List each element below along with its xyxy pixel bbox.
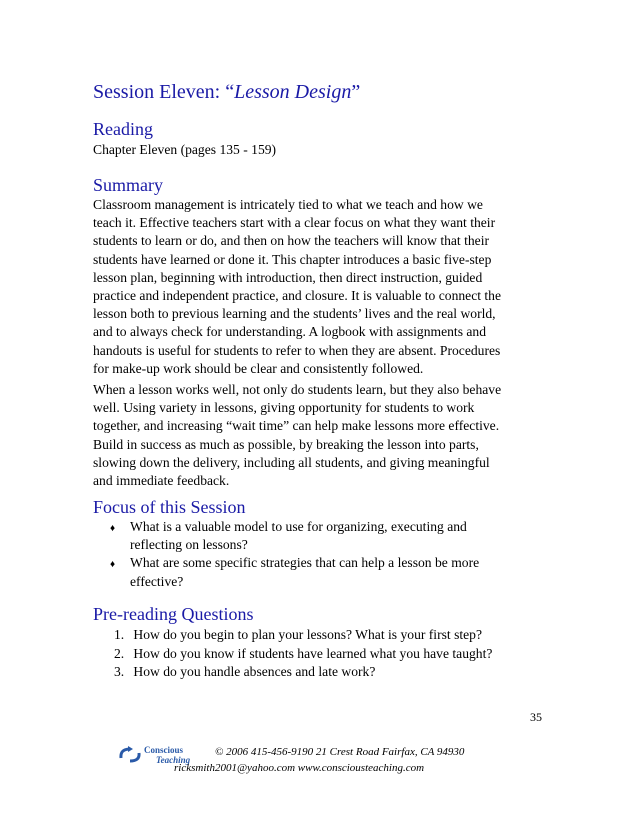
text-line: effective? xyxy=(130,573,184,589)
list-item xyxy=(114,663,492,682)
item-number: 2. xyxy=(114,645,125,661)
text-line: and to always check for understanding. A logbook with assignments and xyxy=(93,324,487,340)
text-line: Build in success as much as possible, by breaking the lesson into parts, xyxy=(93,436,479,452)
text-line: students have learned or done it. This chapter introduces a basic five-step xyxy=(93,251,492,267)
logo-top-text: Conscious xyxy=(144,745,184,755)
text-line: students to learn or do, and then on how the teachers will know that their xyxy=(93,233,490,249)
item-text: How do you begin to plan your lessons? What is your first step? xyxy=(133,627,483,642)
text-line: for make-up work should be clear and consistently followed. xyxy=(93,360,424,376)
item-number: 3. xyxy=(114,664,125,680)
text-line: Classroom management is intricately tied to what we teach and how we xyxy=(93,197,483,212)
text-line: What are some specific strategies that can help a lesson be more xyxy=(130,555,480,571)
text-line: reflecting on lessons? xyxy=(130,537,248,553)
summary-paragraph-1 xyxy=(93,196,553,378)
footer-web: ricksmith2001@yahoo.com www.consciousteaching.com xyxy=(174,762,425,774)
focus-list xyxy=(108,518,538,591)
prereading-list xyxy=(114,626,492,682)
list-item xyxy=(114,626,492,645)
text-line: lesson plan, beginning with introduction, then direct instruction, guided xyxy=(93,269,483,285)
list-item xyxy=(108,518,538,554)
text-line: lesson both to previous learning and the students’ lives and the real world, xyxy=(93,306,496,322)
reading-line: Chapter Eleven (pages 135 - 159) xyxy=(93,142,277,157)
list-item xyxy=(114,645,492,664)
footer xyxy=(118,742,518,782)
list-item xyxy=(108,554,538,590)
text-line: slowing down the delivery, including all students, and giving meaningful xyxy=(93,454,490,470)
page-number: 35 xyxy=(530,710,542,724)
summary-paragraph-2 xyxy=(93,381,553,490)
session-title xyxy=(93,80,360,104)
reading-heading: Reading xyxy=(93,119,153,139)
logo-bottom-text: Teaching xyxy=(156,755,191,765)
text-line: and immediate feedback. xyxy=(93,473,230,489)
text-line: together, and increasing “wait time” can help make lessons more effective. xyxy=(93,418,500,434)
title-prefix: Session Eleven: “ xyxy=(93,81,235,103)
text-line: well. Using variety in lessons, giving opportunity for students to work xyxy=(93,400,475,416)
prereading-heading: Pre-reading Questions xyxy=(93,604,254,624)
text-line: When a lesson works well, not only do students learn, but they also behave xyxy=(93,382,502,397)
summary-heading: Summary xyxy=(93,175,163,195)
title-italic: Lesson Design xyxy=(234,81,352,103)
focus-heading: Focus of this Session xyxy=(93,497,246,517)
item-number: 1. xyxy=(114,627,125,642)
text-line: practice and independent practice, and closure. It is valuable to connect the xyxy=(93,288,502,304)
title-suffix: ” xyxy=(351,81,361,103)
diamond-bullet-icon: ♦ xyxy=(110,559,116,571)
text-line: What is a valuable model to use for organizing, executing and xyxy=(130,519,467,534)
diamond-bullet-icon: ♦ xyxy=(110,523,116,534)
item-text: How do you know if students have learned what you have taught? xyxy=(133,645,493,661)
footer-contact: © 2006 415-456-9190 21 Crest Road Fairfax, CA 94930 xyxy=(215,746,465,758)
text-line: handouts is useful for students to refer to when they are absent. Procedures xyxy=(93,342,501,358)
reading-text xyxy=(93,141,553,159)
item-text: How do you handle absences and late work? xyxy=(133,664,376,680)
text-line: teach it. Effective teachers start with a clear focus on what they want their xyxy=(93,215,496,231)
